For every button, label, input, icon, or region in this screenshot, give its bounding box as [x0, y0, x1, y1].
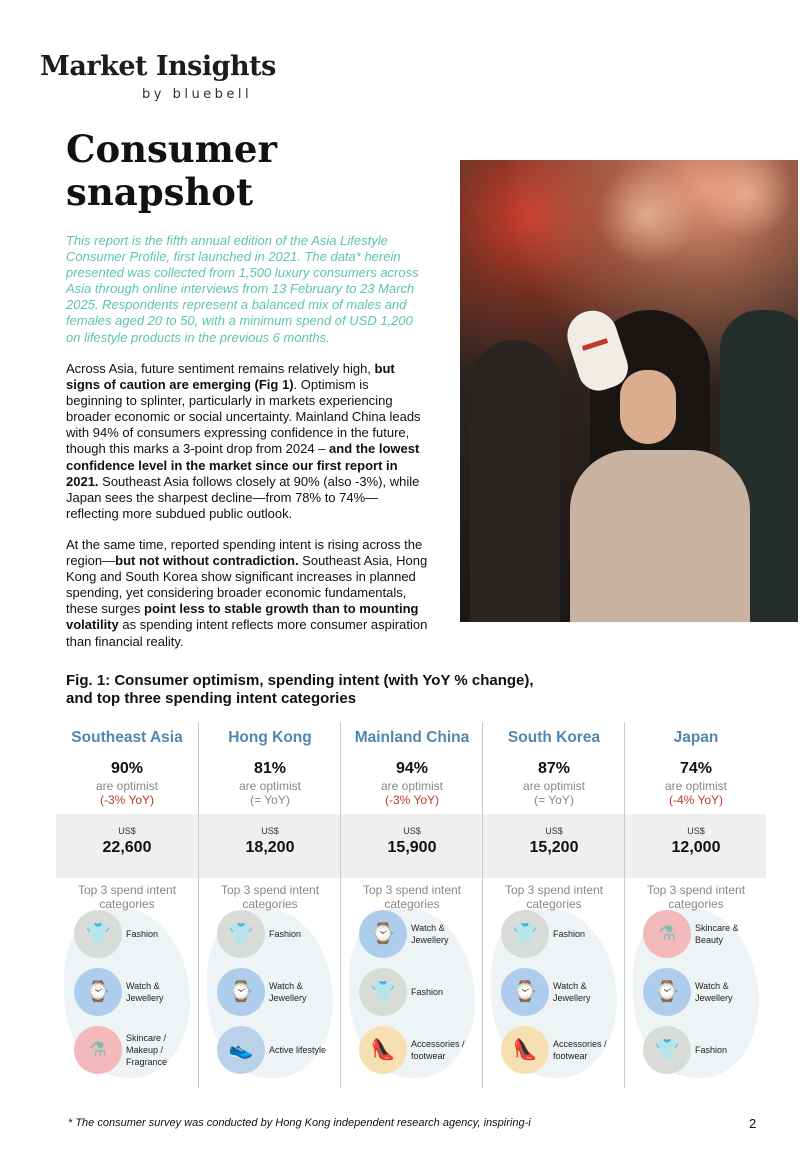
- intro-paragraph: This report is the fifth annual edition of the Asia Lifestyle Consumer Profile, first launched in 2021. The data* herein presented was collected from 1,500 luxury consumers across Asia through online interviews from 13 February to 23 March 2025. Respondents represent a balanced mix of males and females aged 20 to 50, with a minimum spend of USD 1,200 on lifestyle products in the previous 6 months.: [66, 233, 419, 345]
- market-column: [340, 722, 482, 1088]
- category-item: [643, 1026, 767, 1076]
- optimist-label: are optimist: [664, 779, 728, 793]
- skincare-icon: [74, 1026, 122, 1074]
- spend-amount: 18,200: [245, 839, 295, 856]
- category-item: [217, 1026, 341, 1076]
- category-label: Watch & Jewellery: [126, 981, 164, 1003]
- yoy-change: (-3% YoY): [384, 793, 440, 807]
- woman-kimono: [570, 450, 750, 622]
- icon-glyph: ⌚: [370, 923, 396, 945]
- footnote: * The consumer survey was conducted by Hong Kong independent research agency, inspiring-i: [68, 1117, 531, 1129]
- figure-title: [66, 672, 566, 708]
- market-column: [624, 722, 766, 1088]
- icon-glyph: 👕: [654, 1039, 680, 1061]
- category-label: Skincare & Beauty: [695, 923, 739, 945]
- text-run: Southeast Asia, Hong Kong and South Korea show significant increases in planned spending, yet considering broader economic fundamentals, these surges: [66, 553, 428, 617]
- title-line-1: Consumer: [66, 127, 277, 171]
- optimism-percent: 87%: [537, 760, 571, 777]
- watch-icon: [643, 968, 691, 1016]
- bold-run: point less to stable growth than to mounting volatility: [66, 601, 419, 633]
- icon-glyph: 👟: [228, 1039, 254, 1061]
- market-name: Japan: [673, 729, 719, 746]
- optimist-label: are optimist: [522, 779, 586, 793]
- icon-glyph: 👕: [228, 923, 254, 945]
- icon-glyph: ⚗: [89, 1039, 107, 1061]
- category-label: Active lifestyle: [269, 1045, 327, 1055]
- category-label: Fashion: [126, 929, 159, 939]
- figure-title-line-2: and top three spending intent categories: [66, 690, 357, 707]
- woman-face: [620, 370, 676, 444]
- category-label: Skincare / Makeup / Fragrance: [126, 1033, 168, 1067]
- optimism-percent: 94%: [395, 760, 429, 777]
- text-run: Across Asia, future sentiment remains relatively high,: [66, 361, 375, 376]
- category-item: [359, 1026, 483, 1076]
- fashion-icon: [359, 968, 407, 1016]
- category-item: [74, 910, 198, 960]
- text-run: Southeast Asia follows closely at 90% (also -3%), while Japan sees the sharpest decline—from 78% to 74%—reflecting more subdued public outlook.: [66, 473, 420, 521]
- category-item: [643, 968, 767, 1018]
- icon-glyph: ⌚: [85, 981, 111, 1003]
- market-column: [482, 722, 624, 1088]
- top3-label: Top 3 spend intent categories: [646, 883, 746, 911]
- yoy-change: (-4% YoY): [668, 793, 724, 807]
- watch-icon: [359, 910, 407, 958]
- market-name: Mainland China: [354, 729, 470, 746]
- market-column: [198, 722, 340, 1088]
- text-run: as spending intent reflects more consumer aspiration than financial reality.: [66, 617, 428, 649]
- category-label: Accessories / footwear: [411, 1039, 465, 1061]
- category-item: [501, 968, 625, 1018]
- text-run: . Optimism is beginning to splinter, particularly in markets experiencing broader economic or social uncertainty. Mainland China leads with 94% of consumers expressing confidence in the future, though this marks a 3-point drop from 2024 –: [66, 377, 421, 457]
- yoy-change: (= YoY): [250, 793, 290, 807]
- spend-amount: 15,900: [387, 839, 437, 856]
- text-run: At the same time, reported spending intent is rising across the region—: [66, 537, 423, 569]
- figure-title-line-1: Fig. 1: Consumer optimism, spending intent (with YoY % change),: [66, 672, 534, 689]
- optimism-percent: 81%: [253, 760, 287, 777]
- category-label: Fashion: [553, 929, 586, 939]
- market-name: Hong Kong: [228, 729, 312, 746]
- crowd-figure: [470, 340, 560, 622]
- category-label: Watch & Jewellery: [269, 981, 307, 1003]
- high-heel-icon: [359, 1026, 407, 1074]
- category-item: [359, 910, 483, 960]
- category-item: [501, 1026, 625, 1076]
- currency-label: US$: [545, 826, 563, 836]
- top3-label: Top 3 spend intent categories: [504, 883, 604, 911]
- icon-glyph: ⌚: [512, 981, 538, 1003]
- spend-amount: 12,000: [671, 839, 721, 856]
- top3-label: Top 3 spend intent categories: [220, 883, 320, 911]
- market-name: South Korea: [507, 729, 601, 746]
- category-label: Watch & Jewellery: [411, 923, 449, 945]
- icon-glyph: ⚗: [658, 923, 676, 945]
- category-label: Fashion: [269, 929, 302, 939]
- icon-glyph: 👠: [512, 1039, 538, 1061]
- sneaker-icon: [217, 1026, 265, 1074]
- icon-glyph: ⌚: [654, 981, 680, 1003]
- high-heel-icon: [501, 1026, 549, 1074]
- optimist-label: are optimist: [95, 779, 159, 793]
- top3-label: Top 3 spend intent categories: [362, 883, 462, 911]
- fashion-icon: [74, 910, 122, 958]
- optimism-percent: 74%: [679, 760, 713, 777]
- optimism-percent: 90%: [110, 760, 144, 777]
- icon-glyph: 👠: [370, 1039, 396, 1061]
- bold-run: but not without contradiction.: [115, 553, 299, 569]
- currency-label: US$: [687, 826, 705, 836]
- logo-title: Market Insights: [40, 51, 276, 82]
- category-item: [643, 910, 767, 960]
- category-item: [74, 968, 198, 1018]
- category-item: [217, 910, 341, 960]
- category-label: Watch & Jewellery: [553, 981, 591, 1003]
- fashion-icon: [643, 1026, 691, 1074]
- currency-label: US$: [261, 826, 279, 836]
- currency-label: US$: [403, 826, 421, 836]
- logo-subtitle: by bluebell: [142, 87, 253, 102]
- watch-icon: [217, 968, 265, 1016]
- spend-amount: 22,600: [102, 839, 152, 856]
- hero-photo: [460, 160, 798, 622]
- market-name: Southeast Asia: [71, 729, 183, 746]
- body-paragraph-1: [66, 361, 428, 522]
- market-insights-logo: [40, 51, 276, 102]
- optimist-label: are optimist: [380, 779, 444, 793]
- icon-glyph: 👕: [370, 981, 396, 1003]
- market-column: [56, 722, 198, 1088]
- market-comparison-grid: [56, 722, 766, 1088]
- category-label: Fashion: [695, 1045, 728, 1055]
- category-item: [217, 968, 341, 1018]
- category-item: [74, 1026, 198, 1076]
- icon-glyph: ⌚: [228, 981, 254, 1003]
- category-item: [359, 968, 483, 1018]
- currency-label: US$: [118, 826, 136, 836]
- category-item: [501, 910, 625, 960]
- category-label: Fashion: [411, 987, 444, 997]
- bold-run: but signs of caution are emerging (Fig 1): [66, 361, 395, 393]
- fashion-icon: [501, 910, 549, 958]
- page-number: 2: [749, 1116, 757, 1131]
- category-label: Watch & Jewellery: [695, 981, 733, 1003]
- watch-icon: [501, 968, 549, 1016]
- category-label: Accessories / footwear: [553, 1039, 607, 1061]
- icon-glyph: 👕: [85, 923, 111, 945]
- page-title: [66, 128, 446, 214]
- skincare-icon: [643, 910, 691, 958]
- watch-icon: [74, 968, 122, 1016]
- icon-glyph: 👕: [512, 923, 538, 945]
- top3-label: Top 3 spend intent categories: [77, 883, 177, 911]
- fashion-icon: [217, 910, 265, 958]
- optimist-label: are optimist: [238, 779, 302, 793]
- yoy-change: (= YoY): [534, 793, 574, 807]
- spend-amount: 15,200: [529, 839, 579, 856]
- yoy-change: (-3% YoY): [99, 793, 155, 807]
- title-line-2: snapshot: [66, 170, 254, 214]
- body-paragraph-2: [66, 537, 428, 650]
- bold-run: and the lowest confidence level in the market since our first report in 2021.: [66, 441, 420, 489]
